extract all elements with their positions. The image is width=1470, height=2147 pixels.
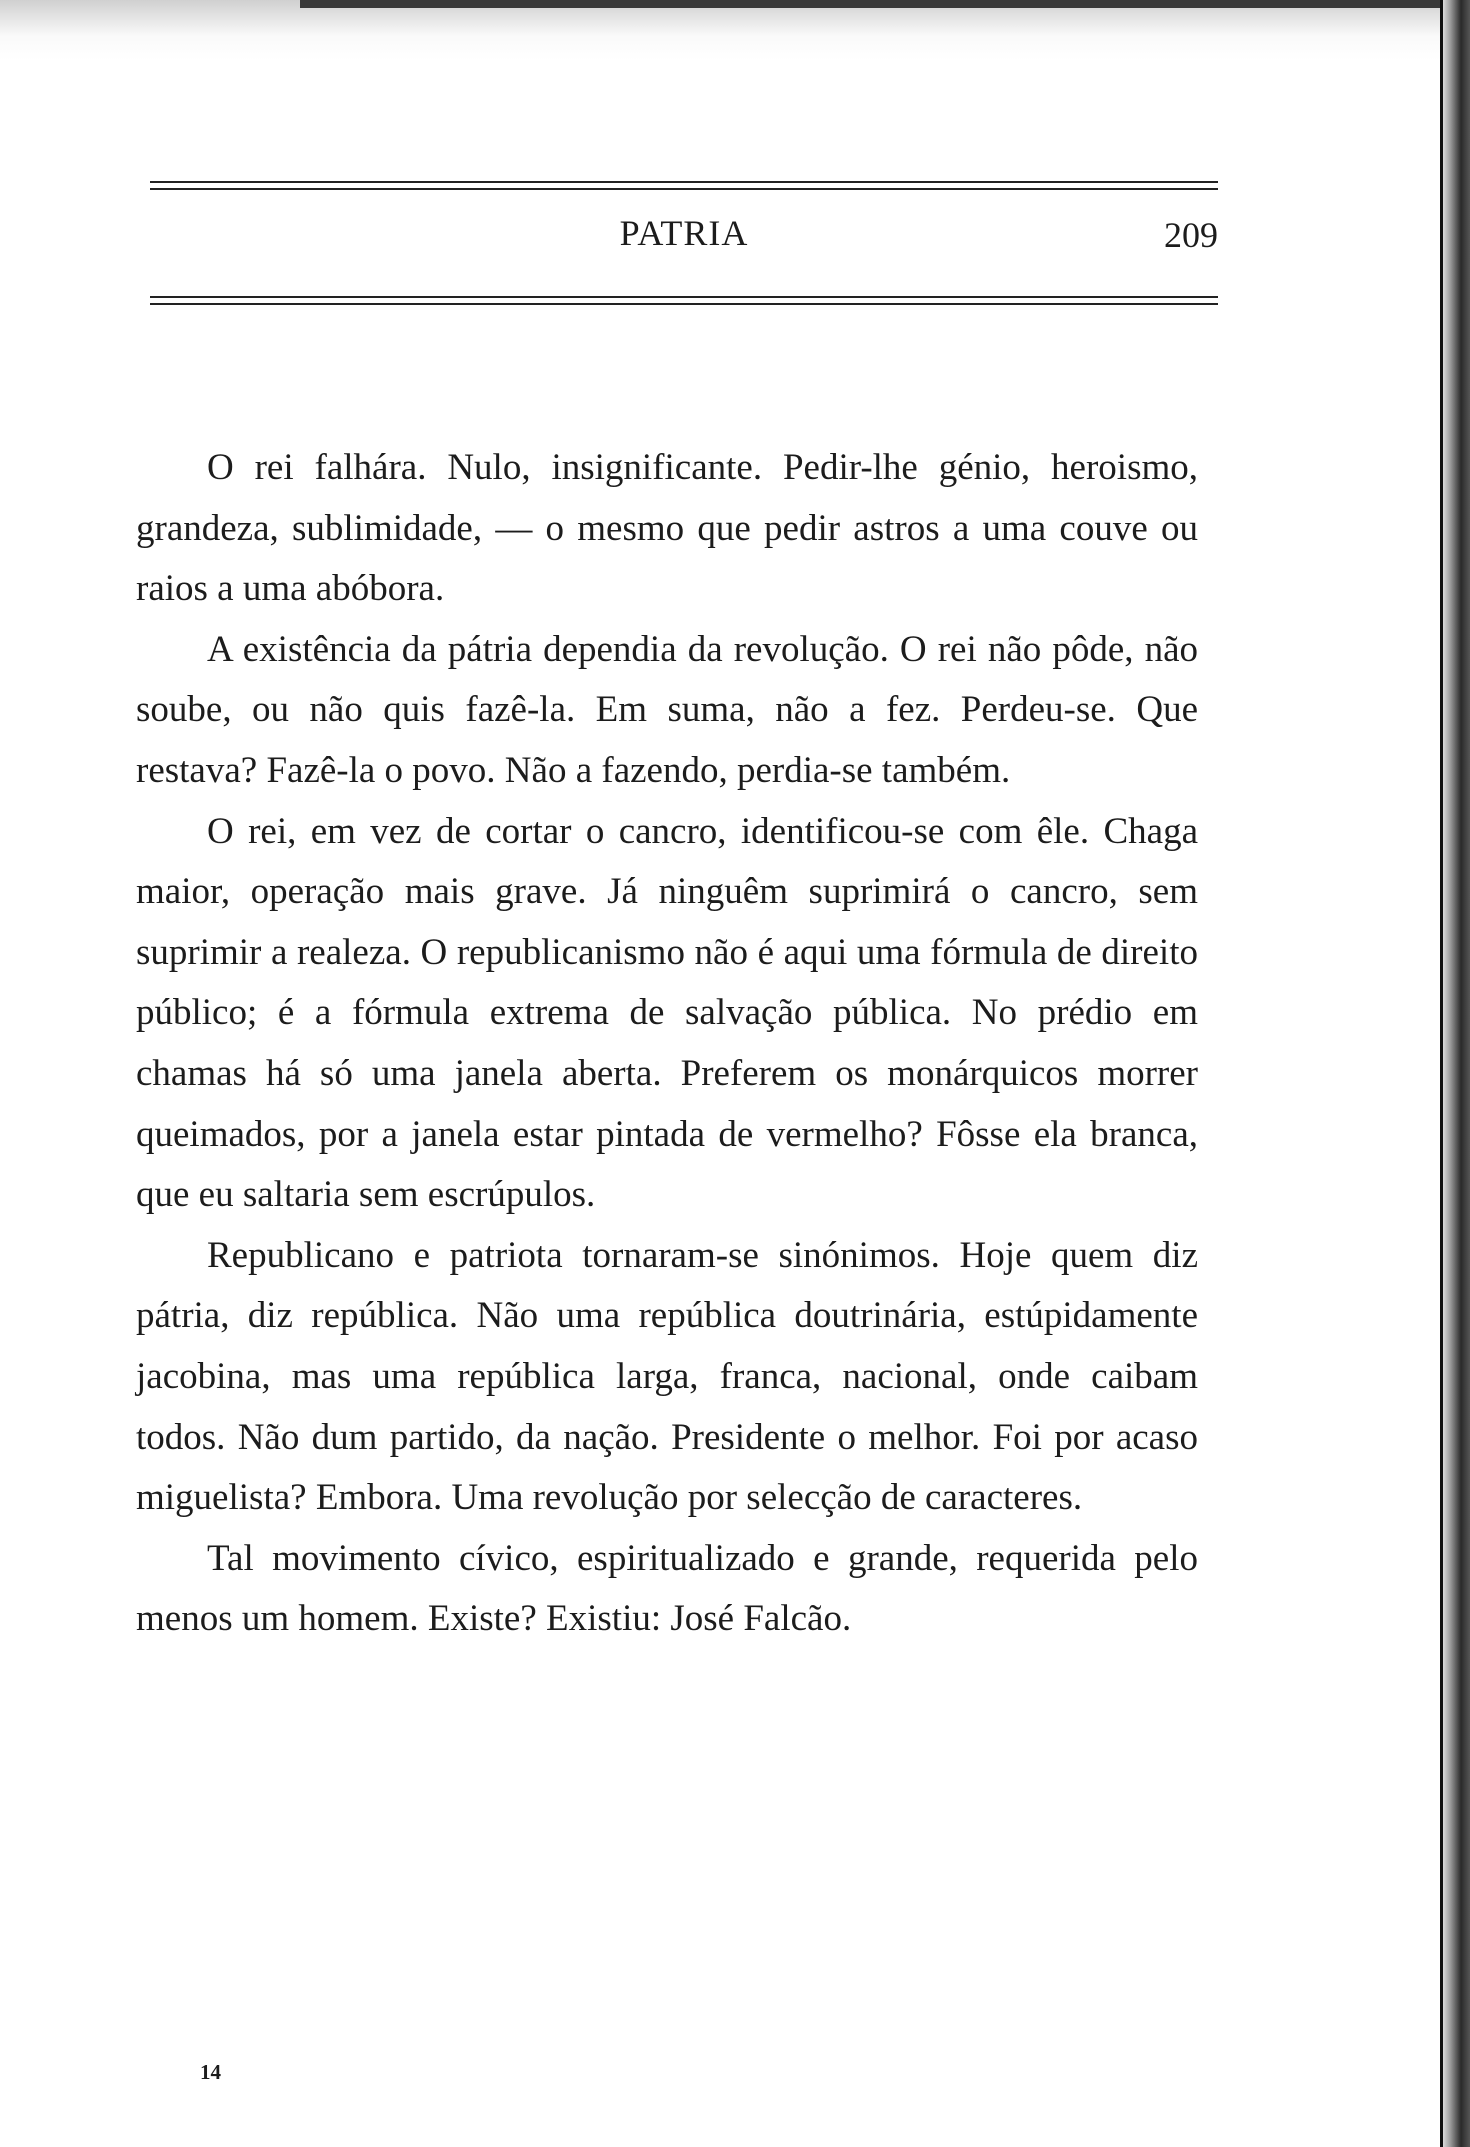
running-head: PATRIA	[619, 213, 749, 253]
page-number: 209	[1164, 215, 1218, 255]
scan-edge-right	[1440, 0, 1443, 2147]
header-rule-top	[150, 181, 1218, 183]
header-rule-bottom-thin	[150, 303, 1218, 305]
paragraph: O rei falhára. Nulo, insignificante. Pedir-lhe génio, heroismo, grandeza, sublimidade, — o mesmo que pedir astros a uma couve ou raios a uma abóbora.	[136, 447, 1198, 610]
paragraph: Republicano e patriota tornaram-se sinónimos. Hoje quem diz pátria, diz república. Não uma república doutrinária, estúpidamente jacobina, mas uma república larga, franca, nacional, onde caibam todos. Não dum partido, da nação. Presidente o melhor. Foi por acaso miguelista? Embora. Uma revolução por selecção de caracteres.	[136, 1234, 1198, 1519]
paragraph: Tal movimento cívico, espiritualizado e grande, requerida pelo menos um homem. Existe? Existiu: José Falcão.	[136, 1537, 1198, 1640]
scan-edge-top	[300, 0, 1440, 8]
scan-shadow-right	[1440, 0, 1470, 2147]
body-text	[136, 438, 1198, 1650]
header-rule-bottom	[150, 296, 1218, 298]
paragraph: A existência da pátria dependia da revolução. O rei não pôde, não soube, ou não quis fazê-la. Em suma, não a fez. Perdeu-se. Que restava? Fazê-la o povo. Não a fazendo, perdia-se também.	[136, 628, 1198, 791]
paragraph: O rei, em vez de cortar o cancro, identificou-se com êle. Chaga maior, operação mais grave. Já ninguêm suprimirá o cancro, sem suprimir a realeza. O republicanismo não é aqui uma fórmula de direito público; é a fórmula extrema de salvação pública. No prédio em chamas há só uma janela aberta. Preferem os monárquicos morrer queimados, por a janela estar pintada de vermelho? Fôsse ela branca, que eu saltaria sem escrúpulos.	[136, 810, 1198, 1216]
header-rule-top-thin	[150, 188, 1218, 190]
scan-shadow-top	[0, 0, 1440, 60]
printer-signature-mark: 14	[200, 2060, 221, 2084]
